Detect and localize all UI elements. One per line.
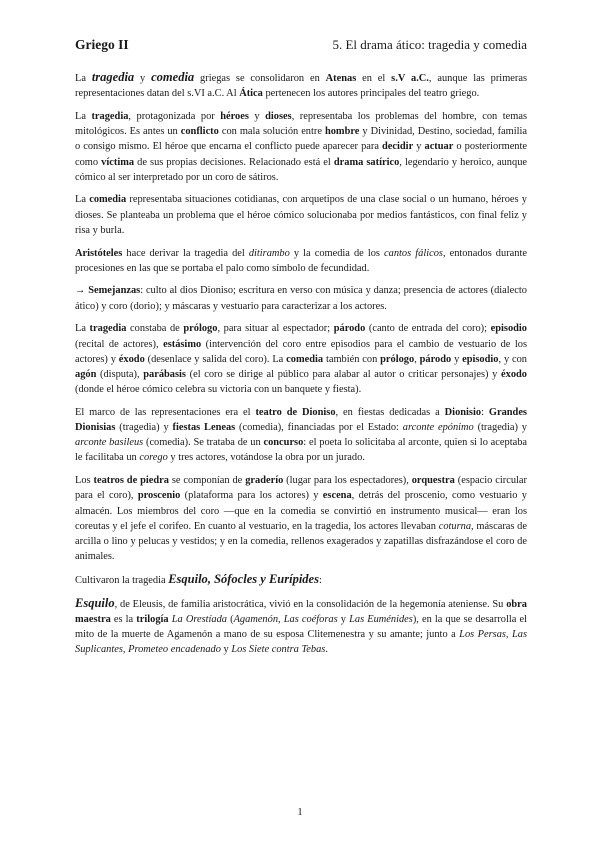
text-run: (canto de entrada del coro);	[365, 323, 491, 335]
text-run: y	[451, 353, 463, 365]
text-run: , aunque las primeras representaciones datan del s.VI a.C. Al	[75, 73, 528, 100]
text-run: , legendario y heroico, aunque cómico al ser interpretado por un coro de sátiros.	[75, 156, 527, 183]
text-run: comedia	[89, 194, 127, 206]
text-run: (disputa),	[96, 368, 144, 380]
text-run: Dionisio	[444, 406, 482, 418]
text-run: también con	[323, 353, 381, 365]
text-run: Los Persas, Las Suplicantes, Prometeo encadenado	[75, 629, 527, 656]
text-run: conflicto	[180, 126, 219, 138]
paragraph	[75, 70, 527, 101]
text-run: concurso	[263, 437, 304, 449]
text-run: : culto al dios Dioniso; escritura en verso con música y danza; presencia de actores (dialecto ático) y coro (dorio); y máscaras y vestuario para caracterizar a los actores.	[75, 285, 527, 312]
text-run: y	[248, 110, 266, 122]
text-run: héroes	[220, 110, 249, 122]
text-run: ,	[414, 353, 420, 365]
text-run: fiestas Leneas	[172, 422, 236, 434]
text-run: griegas se consolidaron en	[194, 73, 326, 84]
text-run: con mala solución entre	[218, 126, 325, 138]
text-run: , y con	[498, 353, 527, 365]
text-run: cantos fálicos	[384, 247, 443, 259]
text-run: s.V a.C.	[391, 73, 429, 84]
text-run: drama satírico	[333, 156, 400, 168]
text-run: (plataforma para los actores) y	[180, 490, 323, 502]
text-run: episodio	[462, 353, 499, 365]
text-run: hace derivar la tragedia del	[122, 247, 249, 259]
text-run: pertenecen los autores principales del teatro griego.	[262, 88, 480, 100]
text-run: y	[257, 571, 269, 586]
text-run: constaba de	[126, 323, 184, 335]
text-run: ditirambo	[248, 247, 290, 259]
text-run: prólogo	[380, 353, 415, 365]
text-run: proscenio	[137, 490, 181, 502]
text-run: Semejanzas	[88, 285, 141, 297]
paragraph	[75, 109, 527, 185]
text-run: La Orestíada	[171, 613, 227, 625]
text-run: :	[481, 406, 489, 418]
paragraph	[75, 246, 527, 276]
text-run: :	[318, 574, 322, 586]
text-run: Atenas	[325, 73, 357, 84]
text-run: Ática	[239, 88, 263, 100]
text-run: Los	[75, 475, 94, 487]
paragraph	[75, 321, 527, 397]
text-run: , protagonizada por	[128, 110, 221, 122]
text-run: en el	[356, 73, 392, 84]
text-run: y tres actores, votándose la obra por un jurado.	[167, 452, 365, 464]
text-run: se componían de	[168, 475, 246, 487]
text-run: , para situar al espectador;	[217, 323, 334, 335]
text-run: orquestra	[411, 475, 455, 487]
text-run: , entonados durante procesiones en las que se portaba el palo como símbolo de fecundidad.	[75, 247, 527, 274]
text-run: comedia	[286, 353, 324, 365]
text-run: (comedia), financiadas por el Estado:	[235, 422, 403, 434]
text-run: víctima	[101, 156, 135, 168]
text-run: y	[413, 141, 425, 153]
paragraph	[75, 192, 527, 238]
text-run: tragedia	[89, 323, 127, 335]
text-run: , de Eleusis, de familia aristocrática, vivió en la consolidación de la hegemonía ateniense. Su	[114, 598, 507, 610]
text-run: graderío	[245, 475, 284, 487]
text-run: escena	[322, 490, 352, 502]
text-run: Grandes Dionisias	[75, 406, 527, 434]
text-run: La	[75, 110, 92, 122]
text-run: Los Siete contra Tebas	[231, 644, 326, 656]
text-run: : el poeta lo solicitaba al arconte, quien si lo aceptaba le facilitaba un	[75, 437, 528, 464]
text-run: (	[227, 613, 234, 625]
text-run: éxodo	[118, 353, 145, 365]
text-run: La	[75, 73, 92, 84]
text-run: , representaba los problemas del hombre, con temas mitológicos. Es antes un	[75, 110, 527, 138]
text-run: El marco de las representaciones era el	[75, 406, 256, 418]
text-run: (desenlace y salida del coro). La	[144, 353, 287, 365]
text-run: prólogo	[183, 323, 218, 335]
paragraph	[75, 283, 527, 313]
text-run: teatro de Dioniso	[255, 406, 336, 418]
text-run: decidir	[382, 141, 414, 153]
text-run: Las Euménides	[349, 613, 413, 625]
text-run: (el coro se dirige al público para alabar al autor o criticar personajes) y	[185, 368, 502, 380]
text-run: estásimo	[163, 338, 202, 350]
text-run: párodo	[333, 323, 366, 335]
text-run: ,	[207, 571, 215, 586]
body-text	[75, 70, 527, 665]
text-run: , detrás del proscenio, como vestuario y almacén. Los miembros del coro —que en la comedia se convirtió en instrumento musical— eran los coreutas y el jefe el corifeo. En cuanto al vestuario, en la tragedia, los actores llevaban	[75, 490, 527, 532]
text-run: Esquilo	[168, 571, 208, 586]
page-header	[75, 37, 527, 53]
text-run: obra maestra	[75, 598, 527, 625]
text-run: agón	[75, 368, 97, 380]
text-run: parábasis	[143, 368, 186, 380]
text-run: (tragedia) y	[473, 422, 527, 434]
text-run: y Divinidad, Destino, sociedad, familia o consigo mismo. El héroe que encarna el conflicto puede aparecer para	[75, 126, 527, 153]
text-run: o posteriormente como	[75, 141, 527, 168]
text-run: y	[220, 644, 232, 656]
text-run: (comedia). Se trataba de un	[143, 437, 264, 449]
text-run: →	[75, 285, 89, 297]
text-run: Aristóteles	[75, 247, 123, 259]
text-run: (donde el héroe cómico celebra su victoria con un banquete y fiesta).	[75, 384, 362, 396]
text-run: y	[134, 73, 152, 84]
header-subject: Griego II	[75, 37, 129, 52]
text-run: de sus propias decisiones. Relacionado está el	[134, 156, 334, 168]
paragraph	[75, 473, 527, 564]
text-run: párodo	[419, 353, 452, 365]
text-run: ), en la que se desarrolla el mito de la muerte de Agamenón a mano de su esposa Clitemenestra y su amante; junto a	[75, 613, 527, 640]
page-number: 1	[297, 807, 303, 818]
text-run: (intervención del coro entre episodios para el cambio de vestuario de los actores) y	[75, 338, 528, 365]
text-run: Eurípides	[268, 571, 319, 586]
text-run: éxodo	[501, 368, 527, 380]
text-run: (recital de actores),	[75, 338, 164, 350]
text-run: y	[337, 613, 350, 625]
text-run: actuar	[424, 141, 454, 153]
text-run: arconte basileus	[75, 437, 144, 449]
text-run: Esquilo	[75, 595, 115, 610]
text-run: dioses	[265, 110, 292, 122]
header-section-title: 5. El drama ático: tragedia y comedia	[332, 37, 527, 52]
text-run: hombre	[324, 126, 360, 138]
text-run: trilogía	[136, 613, 169, 625]
text-run: comedia	[151, 70, 195, 84]
text-run: y la comedia de los	[289, 247, 385, 259]
text-run: (tragedia) y	[115, 422, 173, 434]
text-run: representaba situaciones cotidianas, con arquetipos de una clase social o un humano, héroes y dioses. Se planteaba un problema que el héroe cómico solucionaba por medios fantásticos, con final feliz y risa y burla.	[75, 194, 527, 236]
text-run: Agamenón, Las coéforas	[233, 613, 338, 625]
text-run: Sófocles	[214, 571, 258, 586]
text-run: La	[75, 323, 90, 335]
text-run: (lugar para los espectadores),	[283, 475, 412, 487]
paragraph	[75, 405, 527, 466]
text-run: Cultivaron la tragedia	[75, 574, 169, 586]
text-run: corego	[139, 452, 168, 464]
text-run: es la	[110, 613, 137, 625]
text-run: episodio	[490, 323, 528, 335]
text-run: , máscaras de arcilla o lino y pelucas y vestidos; y en la comedia, rellenos exagerados y zapatillas disfrazándose el coro de animales.	[75, 520, 527, 563]
paragraph	[75, 572, 527, 588]
paragraph	[75, 596, 527, 658]
text-run: La	[75, 194, 90, 206]
text-run: teatros de piedra	[93, 475, 169, 487]
text-run: .	[325, 644, 328, 656]
text-run: arconte epónimo	[402, 422, 474, 434]
text-run: coturna	[438, 520, 472, 532]
text-run: tragedia	[91, 70, 135, 84]
text-run: tragedia	[91, 110, 129, 122]
text-run: (espacio circular para el coro),	[75, 475, 527, 502]
text-run: , en fiestas dedicadas a	[335, 406, 445, 418]
